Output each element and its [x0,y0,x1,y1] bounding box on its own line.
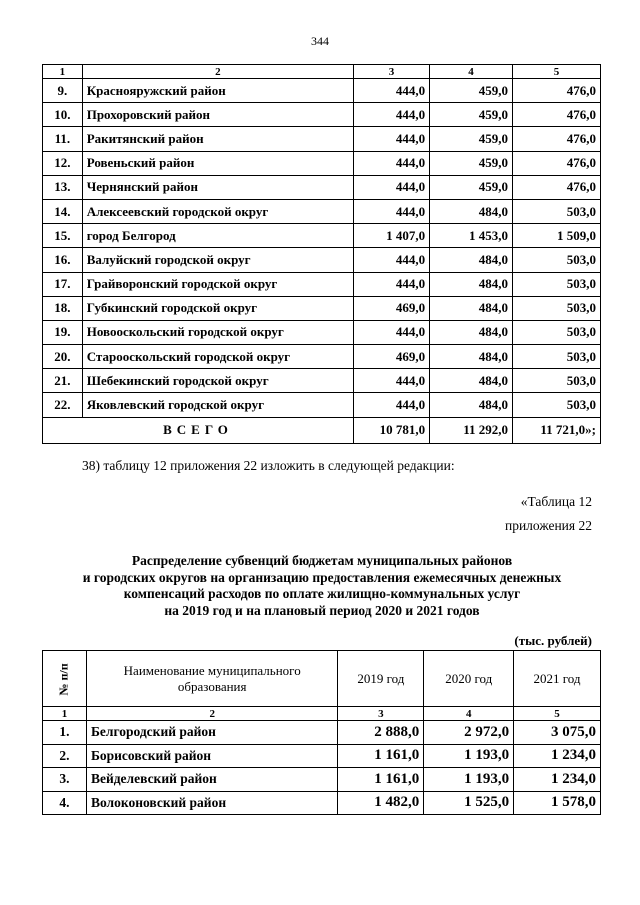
table-row [43,320,601,344]
row-name: Краснояружский район [82,79,353,103]
row-number: 20. [43,345,83,369]
row-name: Борисовский район [86,744,337,768]
subsidy-distribution-table [42,650,601,815]
row-number: 13. [43,175,83,199]
column-number: 4 [424,707,514,721]
row-number: 22. [43,393,83,417]
row-value-2020: 484,0 [430,199,513,223]
row-value-2021: 476,0 [513,79,601,103]
table-column-numbers [43,707,601,721]
row-name: Губкинский городской округ [82,296,353,320]
row-name: Ровеньский район [82,151,353,175]
row-value-2021: 503,0 [513,199,601,223]
row-name: Волоконовский район [86,791,337,815]
table-row [43,345,601,369]
row-name: Прохоровский район [82,103,353,127]
row-number: 19. [43,320,83,344]
table-row [43,248,601,272]
table-reference: «Таблица 12 [520,494,592,509]
row-value-2019: 1 161,0 [338,744,424,768]
total-2020: 11 292,0 [430,417,513,443]
table-column-numbers [43,65,601,79]
table-header-row [43,651,601,707]
row-name: Алексеевский городской округ [82,199,353,223]
row-value-2021: 503,0 [513,369,601,393]
table-row [43,744,601,768]
total-2021: 11 721,0»; [513,417,601,443]
row-value-2019: 2 888,0 [338,721,424,745]
row-value-2020: 459,0 [430,79,513,103]
row-value-2019: 1 161,0 [338,768,424,792]
column-number: 2 [82,65,353,79]
row-value-2021: 476,0 [513,127,601,151]
row-value-2021: 503,0 [513,345,601,369]
table-row [43,175,601,199]
header-2020: 2020 год [424,651,514,707]
row-value-2019: 444,0 [353,175,429,199]
row-value-2019: 444,0 [353,272,429,296]
table-row [43,79,601,103]
row-value-2020: 484,0 [430,296,513,320]
table-row [43,103,601,127]
subsidy-table-continuation [42,64,601,444]
table-row [43,296,601,320]
row-value-2021: 3 075,0 [514,721,601,745]
row-name: Шебекинский городской округ [82,369,353,393]
row-value-2021: 1 578,0 [514,791,601,815]
table-row [43,369,601,393]
row-value-2020: 1 453,0 [430,224,513,248]
row-number: 18. [43,296,83,320]
row-name: Вейделевский район [86,768,337,792]
row-value-2021: 503,0 [513,248,601,272]
row-number: 16. [43,248,83,272]
row-name: Чернянский район [82,175,353,199]
table-row [43,127,601,151]
column-number: 4 [430,65,513,79]
total-row [43,417,601,443]
row-number: 15. [43,224,83,248]
row-number: 9. [43,79,83,103]
row-value-2020: 484,0 [430,248,513,272]
column-number: 1 [43,65,83,79]
table-title [42,553,602,619]
row-value-2020: 484,0 [430,272,513,296]
row-value-2019: 1 407,0 [353,224,429,248]
header-2021: 2021 год [514,651,601,707]
row-value-2020: 459,0 [430,103,513,127]
row-value-2019: 444,0 [353,320,429,344]
row-value-2021: 503,0 [513,272,601,296]
row-value-2021: 503,0 [513,393,601,417]
row-value-2020: 484,0 [430,393,513,417]
column-number: 3 [338,707,424,721]
row-value-2020: 2 972,0 [424,721,514,745]
row-value-2021: 503,0 [513,320,601,344]
row-name: город Белгород [82,224,353,248]
table-row [43,224,601,248]
page-number: 344 [311,34,329,48]
table-row [43,393,601,417]
row-value-2019: 444,0 [353,393,429,417]
units-label: (тыс. рублей) [514,633,592,648]
amendment-paragraph: 38) таблицу 12 приложения 22 изложить в следующей редакции: [82,458,455,473]
row-value-2020: 1 193,0 [424,768,514,792]
row-name: Грайворонский городской округ [82,272,353,296]
title-line: и городских округов на организацию предоставления ежемесячных денежных [82,569,562,585]
title-line: компенсаций расходов по оплате жилищно-коммунальных услуг [123,586,521,601]
row-value-2020: 484,0 [430,320,513,344]
row-number: 11. [43,127,83,151]
row-value-2019: 444,0 [353,199,429,223]
title-line: Распределение субвенций бюджетам муниципальных районов [131,553,513,568]
row-value-2019: 444,0 [353,151,429,175]
row-value-2019: 1 482,0 [338,791,424,815]
row-name: Яковлевский городской округ [82,393,353,417]
table-row [43,272,601,296]
row-name: Валуйский городской округ [82,248,353,272]
row-value-2021: 476,0 [513,175,601,199]
row-value-2020: 1 525,0 [424,791,514,815]
appendix-reference: приложения 22 [504,518,592,533]
row-number: 2. [43,744,87,768]
row-number: 1. [43,721,87,745]
row-value-2020: 1 193,0 [424,744,514,768]
table-row [43,151,601,175]
row-name: Белгородский район [86,721,337,745]
table-row [43,721,601,745]
row-value-2021: 503,0 [513,296,601,320]
row-value-2020: 484,0 [430,369,513,393]
row-name: Новооскольский городской округ [82,320,353,344]
table-row [43,791,601,815]
total-2019: 10 781,0 [353,417,429,443]
row-number: 14. [43,199,83,223]
row-number: 3. [43,768,87,792]
column-number: 3 [353,65,429,79]
row-number: 10. [43,103,83,127]
row-value-2021: 1 234,0 [514,768,601,792]
row-value-2019: 444,0 [353,79,429,103]
column-number: 2 [86,707,337,721]
row-number: 21. [43,369,83,393]
column-number: 5 [514,707,601,721]
column-number: 1 [43,707,87,721]
row-value-2021: 1 234,0 [514,744,601,768]
row-value-2021: 476,0 [513,103,601,127]
row-value-2021: 476,0 [513,151,601,175]
row-value-2020: 484,0 [430,345,513,369]
header-2019: 2019 год [338,651,424,707]
column-number: 5 [513,65,601,79]
row-name: Старооскольский городской округ [82,345,353,369]
table-row [43,768,601,792]
table-row [43,199,601,223]
row-number: 17. [43,272,83,296]
row-value-2020: 459,0 [430,151,513,175]
total-label: ВСЕГО [43,417,354,443]
header-number: № п/п [43,651,87,707]
row-value-2021: 1 509,0 [513,224,601,248]
title-line: на 2019 год и на плановый период 2020 и 2021 годов [164,602,480,618]
row-number: 12. [43,151,83,175]
header-name: Наименование муниципального образования [86,651,337,707]
row-name: Ракитянский район [82,127,353,151]
row-value-2020: 459,0 [430,175,513,199]
row-value-2019: 444,0 [353,369,429,393]
row-value-2020: 459,0 [430,127,513,151]
row-value-2019: 469,0 [353,345,429,369]
row-value-2019: 444,0 [353,103,429,127]
row-value-2019: 444,0 [353,248,429,272]
row-value-2019: 469,0 [353,296,429,320]
row-number: 4. [43,791,87,815]
row-value-2019: 444,0 [353,127,429,151]
